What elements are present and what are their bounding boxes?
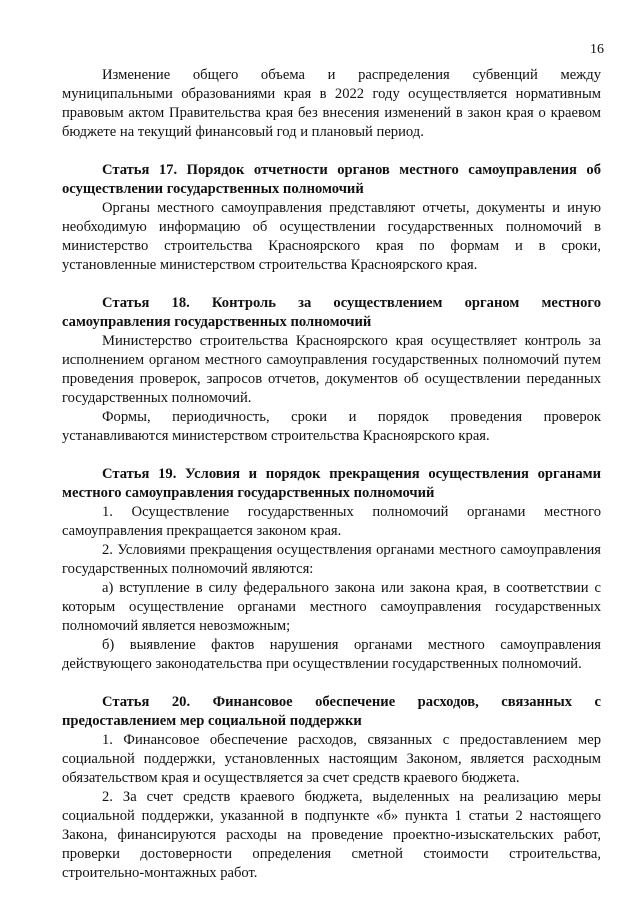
paragraph: Изменение общего объема и распределения субвенций между муниципальными образованиями края в 2022 году осуществляется нормативным правовым актом Правительства края без внесения изменений в закон края о краевом бюджете на текущий финансовый год и плановый период. xyxy=(62,67,601,140)
section-spacer xyxy=(62,446,601,465)
section-spacer xyxy=(62,674,601,693)
article-heading: Статья 20. Финансовое обеспечение расходов, связанных с предоставлением мер социальной поддержки xyxy=(62,694,601,729)
article-heading: Статья 18. Контроль за осуществлением органом местного самоуправления государственных полномочий xyxy=(62,295,601,330)
section-spacer xyxy=(62,142,601,161)
page-number: 16 xyxy=(590,42,604,57)
paragraph: а) вступление в силу федерального закона или закона края, в соответствии с которым осуществление органами местного самоуправления государственных полномочий является невозможным; xyxy=(62,580,601,634)
paragraph: 2. Условиями прекращения осуществления органами местного самоуправления государственных полномочий являются: xyxy=(62,542,601,577)
paragraph: 2. За счет средств краевого бюджета, выделенных на реализацию меры социальной поддержки, указанной в подпункте «б» пункта 1 статьи 2 настоящего Закона, финансируются расходы на проведение проектно-изыскательских работ, проверки достоверности определения сметной стоимости строительства, строительно-монтажных работ. xyxy=(62,789,601,881)
paragraph: 1. Финансовое обеспечение расходов, связанных с предоставлением мер социальной поддержки, установленных настоящим Законом, является расходным обязательством края и осуществляется за счет средств краевого бюджета. xyxy=(62,732,601,786)
paragraph: Министерство строительства Красноярского края осуществляет контроль за исполнением органом местного самоуправления государственных полномочий путем проведения проверок, запросов отчетов, документов об осуществлении переданных государственных полномочий. xyxy=(62,333,601,406)
paragraph: 1. Осуществление государственных полномочий органами местного самоуправления прекращается законом края. xyxy=(62,504,601,539)
document-body xyxy=(62,66,601,883)
paragraph: Органы местного самоуправления представляют отчеты, документы и иную необходимую информацию об осуществлении государственных полномочий в министерство строительства Красноярского края по формам и в сроки, установленные министерством строительства Красноярского края. xyxy=(62,200,601,273)
paragraph: б) выявление фактов нарушения органами местного самоуправления действующего законодательства при осуществлении государственных полномочий. xyxy=(62,637,601,672)
section-spacer xyxy=(62,275,601,294)
article-heading: Статья 17. Порядок отчетности органов местного самоуправления об осуществлении государственных полномочий xyxy=(62,162,601,197)
paragraph: Формы, периодичность, сроки и порядок проведения проверок устанавливаются министерством строительства Красноярского края. xyxy=(62,409,601,444)
article-heading: Статья 19. Условия и порядок прекращения осуществления органами местного самоуправления государственных полномочий xyxy=(62,466,601,501)
